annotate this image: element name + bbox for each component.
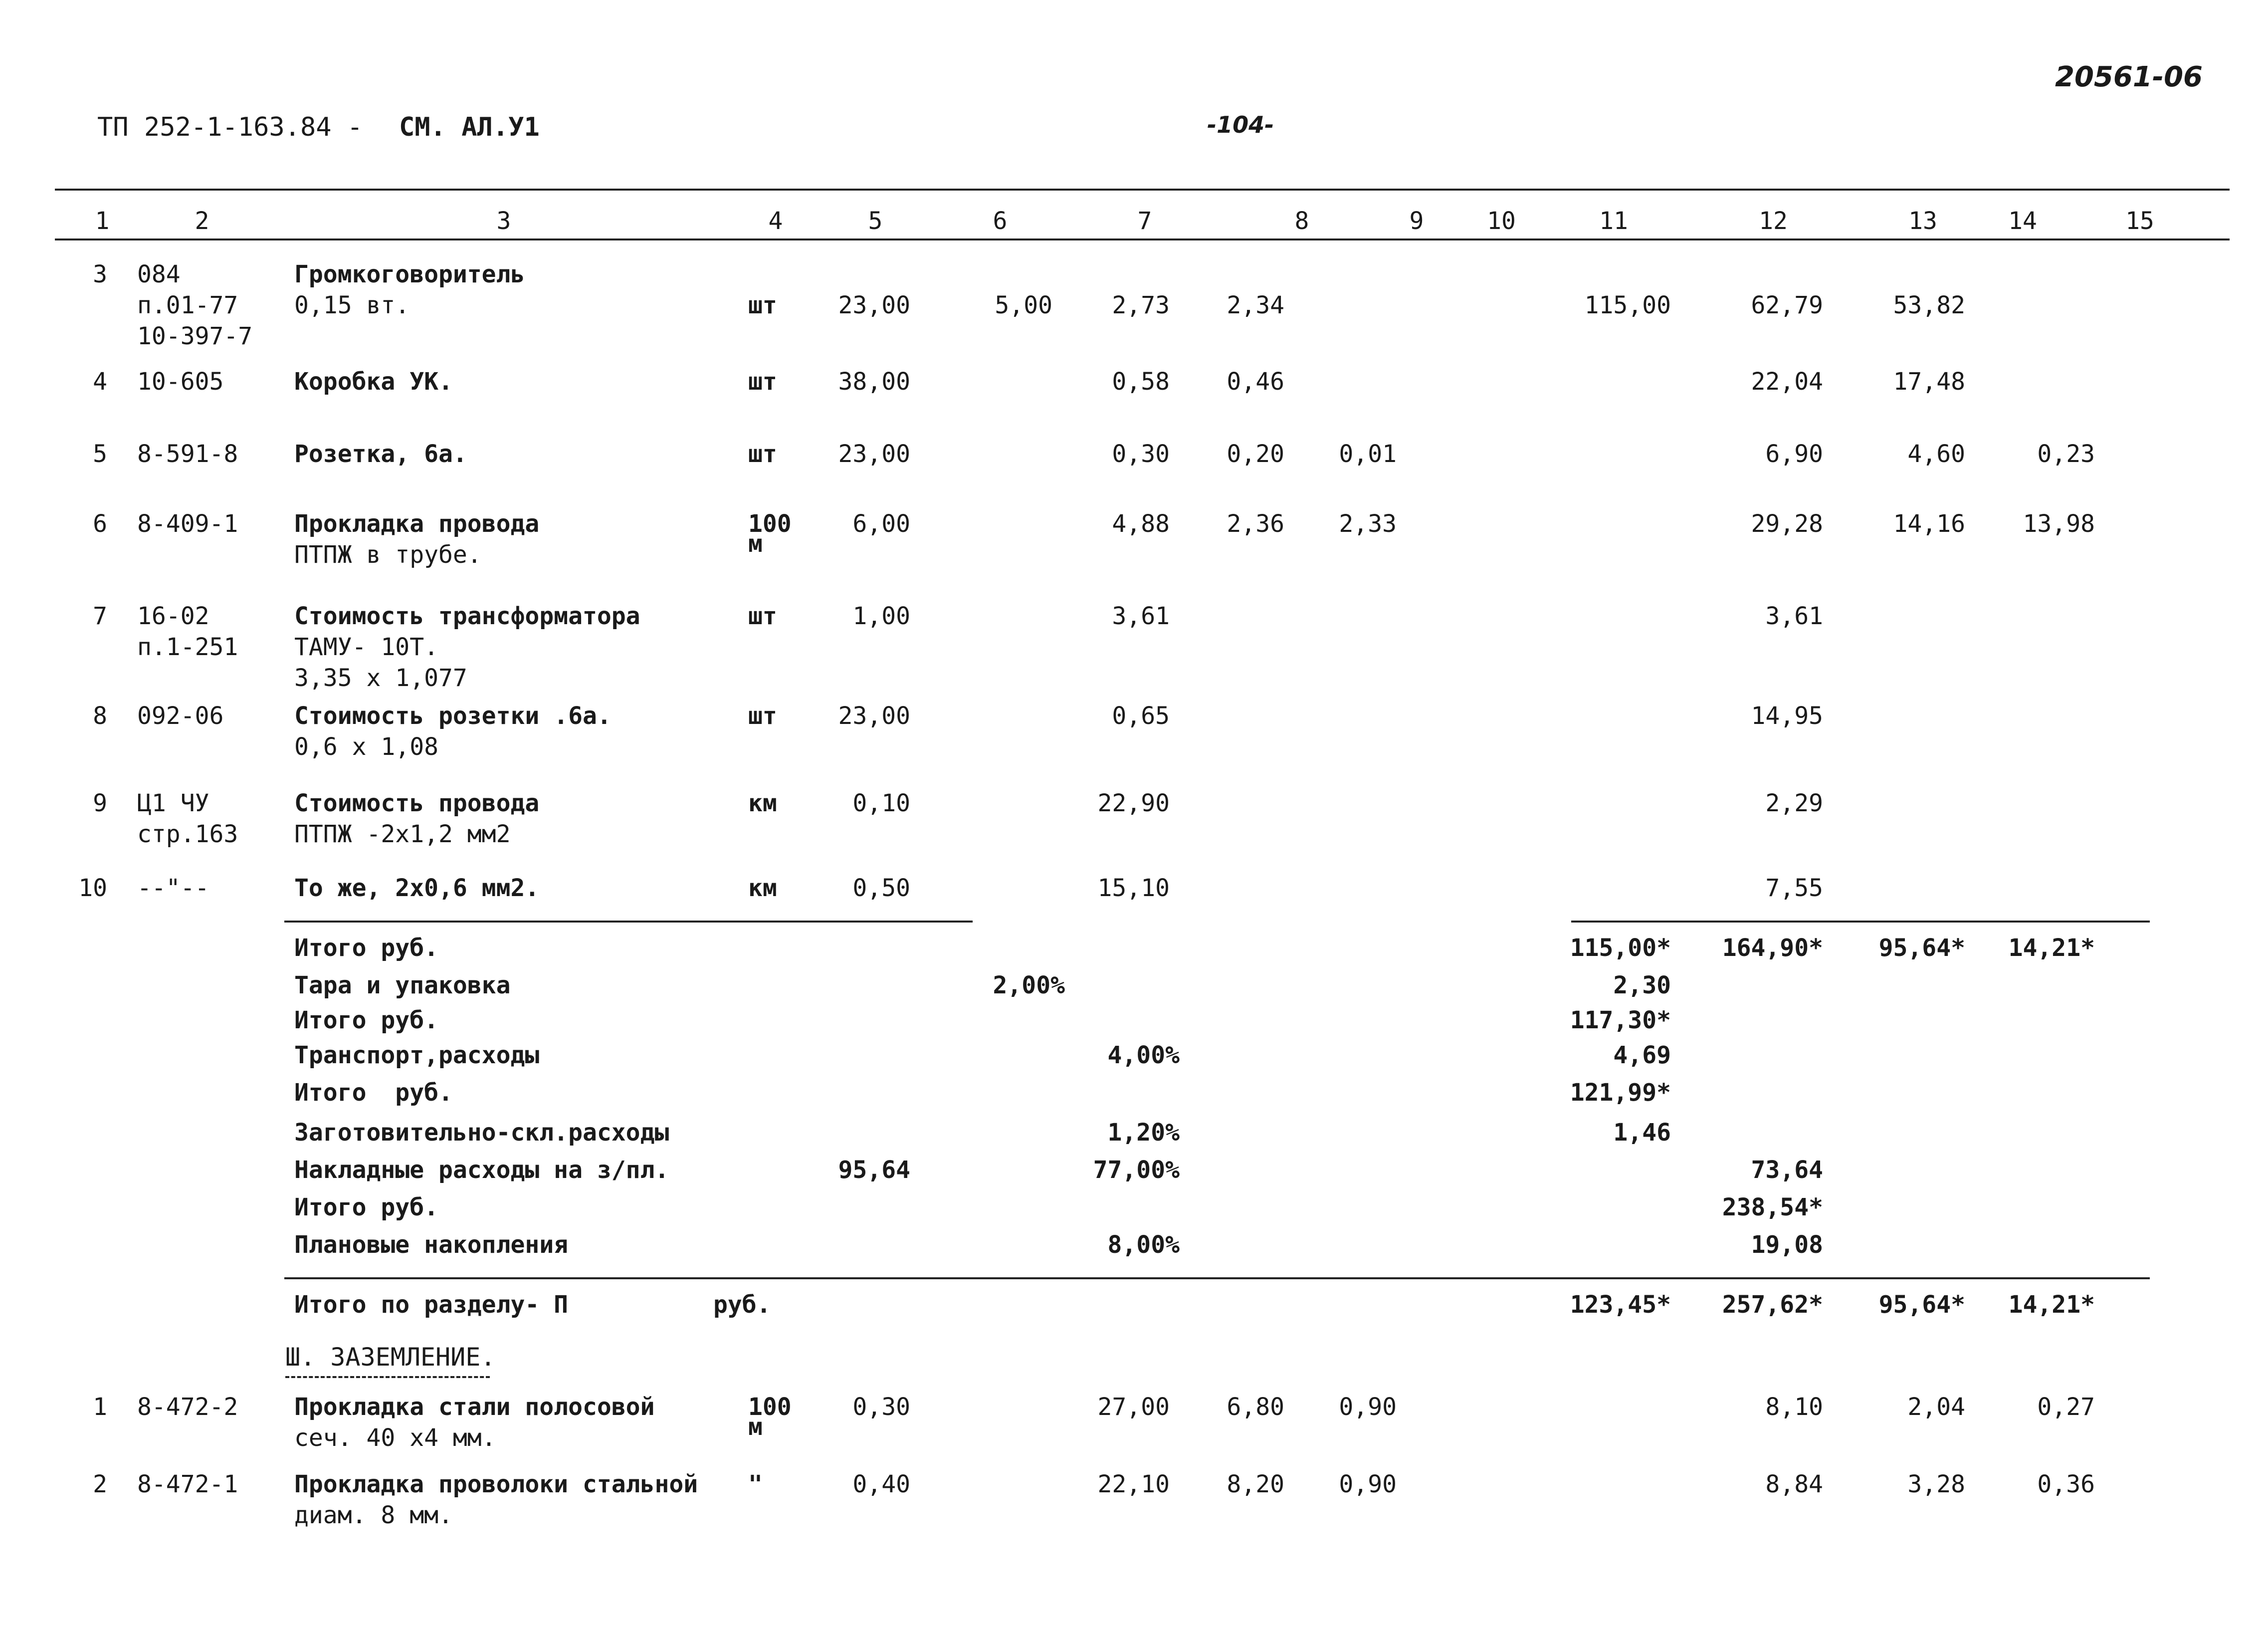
column-header: 3 [496,207,511,235]
row-number: 1 [93,1393,107,1421]
cell-c7: 3,61 [1112,602,1170,630]
cell-qty: 38,00 [838,368,910,396]
summary-label: Заготовительно-скл.расходы [294,1119,669,1147]
sheet-reference: СМ. АЛ.У1 [399,112,540,142]
name-line: сеч. 40 х4 мм. [294,1424,496,1452]
summary-label: Итого руб. [294,1006,438,1034]
code-line: 8-472-2 [137,1393,238,1421]
row-number: 2 [93,1470,107,1498]
name-line: Стоимость трансформатора [294,602,640,630]
name-line: Стоимость розетки .6а. [294,702,612,730]
column-header: 12 [1759,207,1788,235]
unit-line: м [748,530,763,558]
summary-label: Итого руб. [294,934,438,962]
cell-c7: 0,30 [1112,440,1170,468]
unit-line: шт [748,602,777,630]
stamp-number: 20561-06 [2055,61,2203,93]
cell-c11: 115,00 [1584,291,1671,319]
name-line: ПТПЖ -2х1,2 мм2 [294,820,511,848]
column-header: 11 [1599,207,1628,235]
code-line: п.1-251 [137,633,238,661]
summary-label: Накладные расходы на з/пл. [294,1156,669,1184]
cell-c12: 14,95 [1751,702,1823,730]
total-c11: 123,45* [1570,1291,1671,1319]
cell-c8: 6,80 [1227,1393,1284,1421]
cell-c14: 13,98 [2023,510,2095,538]
summary-c12: 19,08 [1751,1231,1823,1259]
cell-c14: 0,36 [2037,1470,2095,1498]
name-line: Прокладка провода [294,510,540,538]
cell-c13: 53,82 [1893,291,1965,319]
row-number: 4 [93,368,107,396]
column-header: 15 [2125,207,2154,235]
cell-c7: 0,58 [1112,368,1170,396]
cell-qty: 23,00 [838,702,910,730]
summary-label: Итого руб. [294,1079,453,1107]
column-header: 4 [768,207,783,235]
column-header: 6 [993,207,1008,235]
cell-qty: 1,00 [852,602,910,630]
code-line: 8-591-8 [137,440,238,468]
doc-code: ТП 252-1-163.84 - [97,112,363,142]
column-header: 13 [1908,207,1937,235]
cell-c7: 22,90 [1097,789,1170,817]
column-header: 9 [1409,207,1424,235]
cell-c7: 2,73 [1112,291,1170,319]
unit-line: 100 [748,510,792,538]
cell-c13: 14,16 [1893,510,1965,538]
summary-c12: 164,90* [1722,934,1823,962]
cell-c8: 2,34 [1227,291,1284,319]
name-line: 0,6 х 1,08 [294,733,438,761]
summary-c6: 2,00% [993,971,1065,999]
name-line: Розетка, 6а. [294,440,467,468]
column-header: 10 [1487,207,1516,235]
column-header: 14 [2008,207,2037,235]
cell-c6: 5,00 [995,291,1052,319]
cell-c12: 8,10 [1765,1393,1823,1421]
cell-c9: 0,90 [1339,1470,1397,1498]
summary-label: Итого руб. [294,1193,438,1221]
summary-label: Транспорт,расходы [294,1041,540,1069]
code-line: 10-397-7 [137,322,253,350]
cell-c8: 2,36 [1227,510,1284,538]
code-line: 8-472-1 [137,1470,238,1498]
row-number: 10 [78,874,107,902]
name-line: 3,35 х 1,077 [294,664,467,692]
cell-c7: 15,10 [1097,874,1170,902]
summary-c11: 115,00* [1570,934,1671,962]
section-3-title: Ш. ЗАЗЕМЛЕНИЕ. [285,1343,496,1372]
cell-qty: 0,40 [852,1470,910,1498]
column-header: 1 [95,207,110,235]
row-number: 7 [93,602,107,630]
summary-c5: 95,64 [838,1156,910,1184]
name-line: 0,15 вт. [294,291,410,319]
column-header: 7 [1137,207,1152,235]
unit-line: м [748,1413,763,1441]
section-3-underline [285,1376,490,1378]
summary-rule-right [1571,921,2150,923]
cell-c8: 0,20 [1227,440,1284,468]
cell-c12: 3,61 [1765,602,1823,630]
summary-c13: 95,64* [1878,934,1965,962]
cell-c13: 3,28 [1907,1470,1965,1498]
unit-line: шт [748,702,777,730]
total-label: Итого по разделу- П [294,1291,569,1319]
page-number: -104- [1207,111,1274,138]
code-line: 10-605 [137,368,224,396]
code-line: п.01-77 [137,291,238,319]
summary-c12: 238,54* [1722,1193,1823,1221]
name-line: Стоимость провода [294,789,540,817]
code-line: --"-- [137,874,209,902]
summary-c11: 1,46 [1613,1119,1671,1147]
summary-rule-left [284,921,973,923]
name-line: ТАМУ- 10Т. [294,633,438,661]
unit-line: шт [748,291,777,319]
cell-qty: 6,00 [852,510,910,538]
unit-line: км [748,874,777,902]
summary-c11: 117,30* [1570,1006,1671,1034]
cell-qty: 0,50 [852,874,910,902]
summary-c7: 4,00% [1107,1041,1180,1069]
name-line: диам. 8 мм. [294,1501,453,1529]
column-header: 2 [195,207,209,235]
name-line: То же, 2х0,6 мм2. [294,874,540,902]
cell-c9: 0,90 [1339,1393,1397,1421]
cell-c12: 22,04 [1751,368,1823,396]
cell-c12: 62,79 [1751,291,1823,319]
total-c13: 95,64* [1878,1291,1965,1319]
cell-qty: 0,10 [852,789,910,817]
cell-c12: 6,90 [1765,440,1823,468]
code-line: 084 [137,260,181,288]
summary-label: Тара и упаковка [294,971,511,999]
cell-c14: 0,27 [2037,1393,2095,1421]
cell-c7: 22,10 [1097,1470,1170,1498]
cell-c7: 0,65 [1112,702,1170,730]
summary-c7: 1,20% [1107,1119,1180,1147]
total-rule-left [284,1277,973,1279]
row-number: 3 [93,260,107,288]
cell-c12: 29,28 [1751,510,1823,538]
cell-c7: 4,88 [1112,510,1170,538]
cell-c7: 27,00 [1097,1393,1170,1421]
header-rule-top [55,189,2230,191]
cell-c12: 7,55 [1765,874,1823,902]
name-line: ПТПЖ в трубе. [294,541,482,569]
code-line: Ц1 ЧУ [137,789,209,817]
cell-c13: 2,04 [1907,1393,1965,1421]
name-line: Прокладка проволоки стальной [294,1470,698,1498]
total-c12: 257,62* [1722,1291,1823,1319]
name-line: Громкоговоритель [294,260,525,288]
row-number: 6 [93,510,107,538]
total-c14: 14,21* [2008,1291,2095,1319]
code-line: 8-409-1 [137,510,238,538]
cell-qty: 0,30 [852,1393,910,1421]
cell-qty: 23,00 [838,440,910,468]
cell-c9: 0,01 [1339,440,1397,468]
summary-c7: 77,00% [1093,1156,1180,1184]
row-number: 5 [93,440,107,468]
unit-line: км [748,789,777,817]
summary-c12: 73,64 [1751,1156,1823,1184]
total-rule-right [973,1277,2150,1279]
unit-line: 100 [748,1393,792,1421]
column-header: 5 [868,207,883,235]
cell-c8: 0,46 [1227,368,1284,396]
cell-c14: 0,23 [2037,440,2095,468]
cell-c12: 8,84 [1765,1470,1823,1498]
unit-line: шт [748,368,777,396]
header-rule-bottom [55,238,2230,240]
cell-qty: 23,00 [838,291,910,319]
code-line: 092-06 [137,702,224,730]
unit-line: " [748,1470,763,1498]
total-unit: руб. [713,1291,771,1319]
summary-c11: 2,30 [1613,971,1671,999]
cell-c13: 4,60 [1907,440,1965,468]
cell-c9: 2,33 [1339,510,1397,538]
row-number: 8 [93,702,107,730]
summary-c14: 14,21* [2008,934,2095,962]
name-line: Коробка УК. [294,368,453,396]
code-line: 16-02 [137,602,209,630]
row-number: 9 [93,789,107,817]
cell-c12: 2,29 [1765,789,1823,817]
summary-c7: 8,00% [1107,1231,1180,1259]
cell-c8: 8,20 [1227,1470,1284,1498]
column-header: 8 [1294,207,1309,235]
summary-c11: 4,69 [1613,1041,1671,1069]
summary-c11: 121,99* [1570,1079,1671,1107]
code-line: стр.163 [137,820,238,848]
cell-c13: 17,48 [1893,368,1965,396]
summary-label: Плановые накопления [294,1231,569,1259]
name-line: Прокладка стали полосовой [294,1393,655,1421]
unit-line: шт [748,440,777,468]
